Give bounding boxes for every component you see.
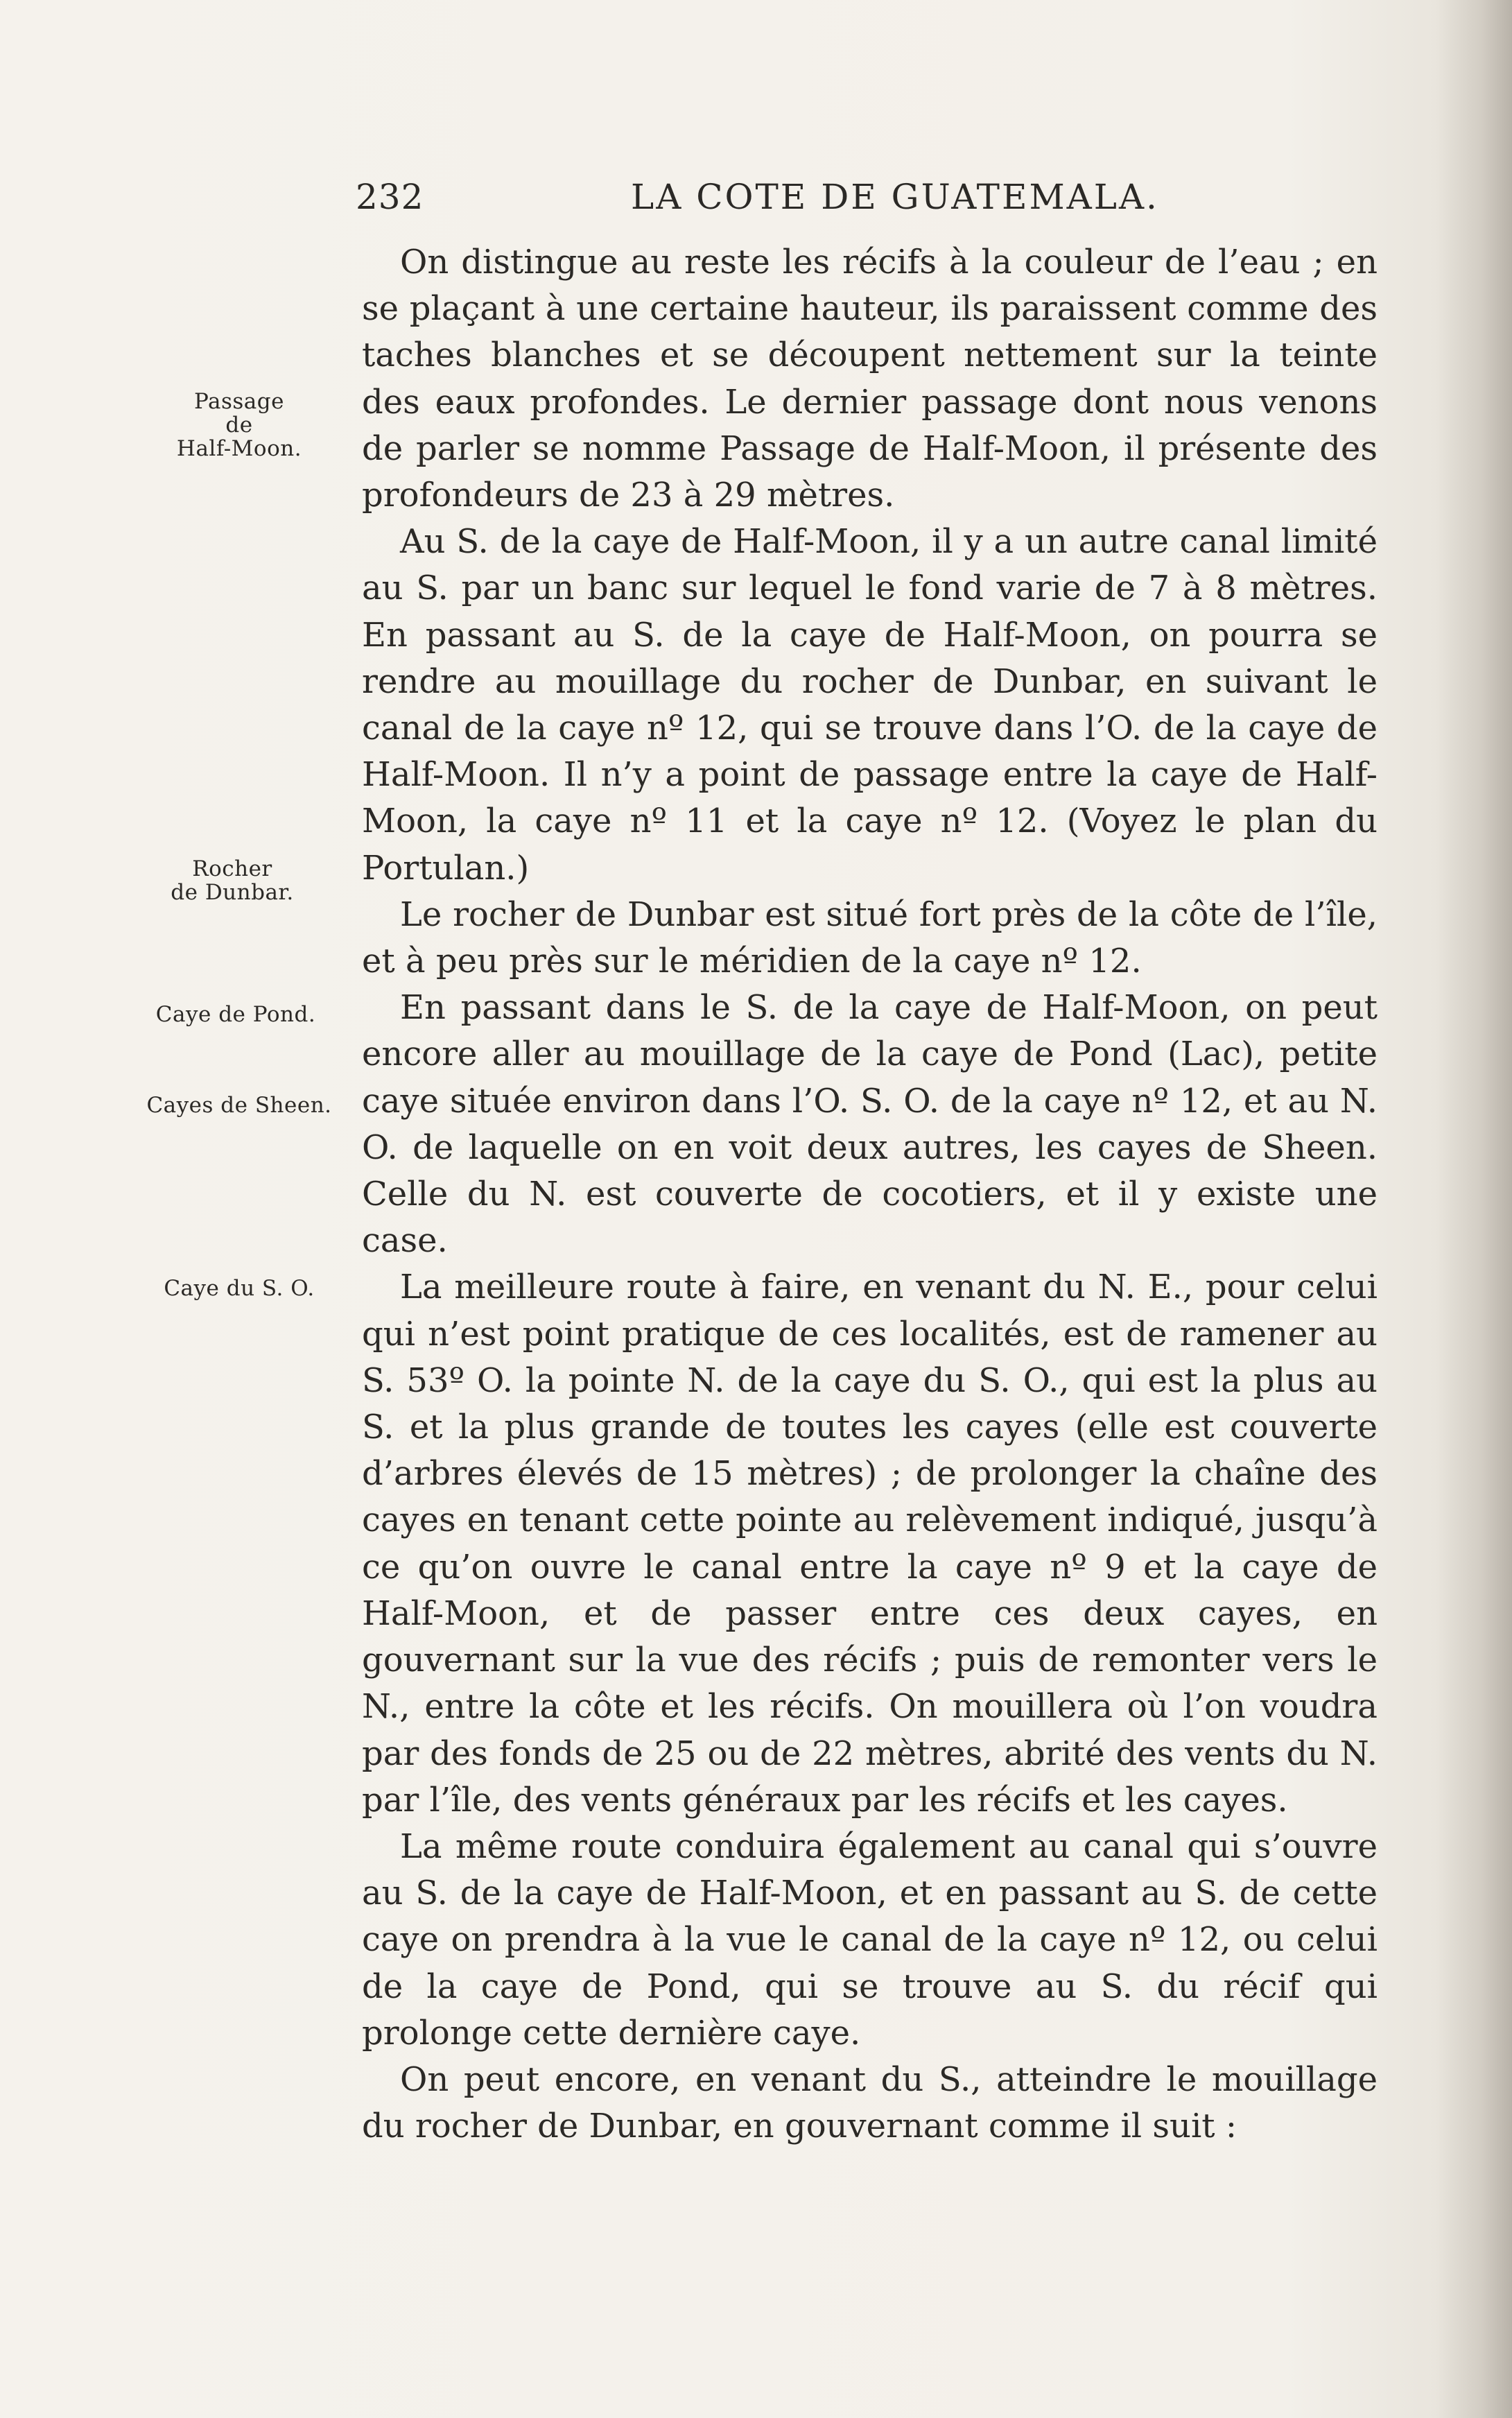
paragraph: La même route conduira également au canal qui s’ouvre au S. de la caye de Half-Moon, et en passant au S. de cette caye on prendra à la vue le canal de la caye nº 12, ou celui de la caye de Pond, qui se trouve au S. du récif qui prolonge cette dernière caye. bbox=[362, 1827, 1378, 2053]
margin-note-passage-half-moon bbox=[159, 390, 319, 460]
margin-note-line: de bbox=[225, 413, 253, 438]
body-text bbox=[362, 239, 1378, 2150]
paragraph: En passant dans le S. de la caye de Half-Moon, on peut encore aller au mouillage de la caye de Pond (Lac), petite caye située environ dans l’O. S. O. de la caye nº 12, et au N. O. de laquelle on en voit deux autres, les cayes de Sheen. Celle du N. est couverte de cocotiers, et il y existe une case. bbox=[362, 988, 1378, 1261]
margin-note-caye-du-so: Caye du S. O. bbox=[164, 1276, 315, 1301]
margin-note-cayes-de-sheen: Cayes de Sheen. bbox=[146, 1093, 332, 1118]
margin-note-caye-de-pond: Caye de Pond. bbox=[155, 1002, 316, 1027]
paragraph: On peut encore, en venant du S., atteindre le mouillage du rocher de Dunbar, en gouvernant comme il suit : bbox=[362, 2059, 1378, 2146]
paragraph: On distingue au reste les récifs à la couleur de l’eau ; en se plaçant à une certaine hauteur, ils paraissent comme des taches blanches et se découpent nettement sur la teinte des eaux profondes. Le dernier passage dont nous venons de parler se nomme Passage de Half-Moon, il présente des profondeurs de 23 à 29 mètres. bbox=[362, 243, 1378, 515]
margin-note-line: Passage bbox=[194, 389, 284, 414]
margin-note-rocher-de-dunbar bbox=[149, 857, 315, 904]
paragraph: La meilleure route à faire, en venant du N. E., pour celui qui n’est point pratique de ces localités, est de ramener au S. 53º O. la pointe N. de la caye du S. O., qui est la plus au S. et la plus grande de toutes les cayes (elle est couverte d’arbres élevés de 15 mètres) ; de prolonger la chaîne des cayes en tenant cette pointe au relèvement indiqué, jusqu’à ce qu’on ouvre le canal entre la caye nº 9 et la caye de Half-Moon, et de passer entre ces deux cayes, en gouvernant sur la vue des récifs ; puis de remonter vers le N., entre la côte et les récifs. On mouillera où l’on voudra par des fonds de 25 ou de 22 mètres, abrité des vents du N. par l’île, des vents généraux par les récifs et les cayes. bbox=[362, 1268, 1378, 1820]
margin-note-line: Rocher bbox=[192, 856, 272, 881]
margin-note-line: de Dunbar. bbox=[171, 880, 294, 905]
page-number: 232 bbox=[356, 177, 424, 217]
paragraph: Au S. de la caye de Half-Moon, il y a un autre canal limité au S. par un banc sur lequel le fond varie de 7 à 8 mètres. En passant au S. de la caye de Half-Moon, on pourra se rendre au mouillage du rocher de Dunbar, en suivant le canal de la caye nº 12, qui se trouve dans l’O. de la caye de Half-Moon. Il n’y a point de passage entre la caye de Half-Moon, la caye nº 11 et la caye nº 12. (Voyez le plan du Portulan.) bbox=[362, 522, 1378, 888]
margin-note-line: Half-Moon. bbox=[176, 436, 302, 461]
page-edge-shadow bbox=[1436, 0, 1512, 2418]
running-head: LA COTE DE GUATEMALA. bbox=[631, 177, 1159, 217]
paragraph: Le rocher de Dunbar est situé fort près de la côte de l’île, et à peu près sur le méridien de la caye nº 12. bbox=[362, 895, 1378, 981]
